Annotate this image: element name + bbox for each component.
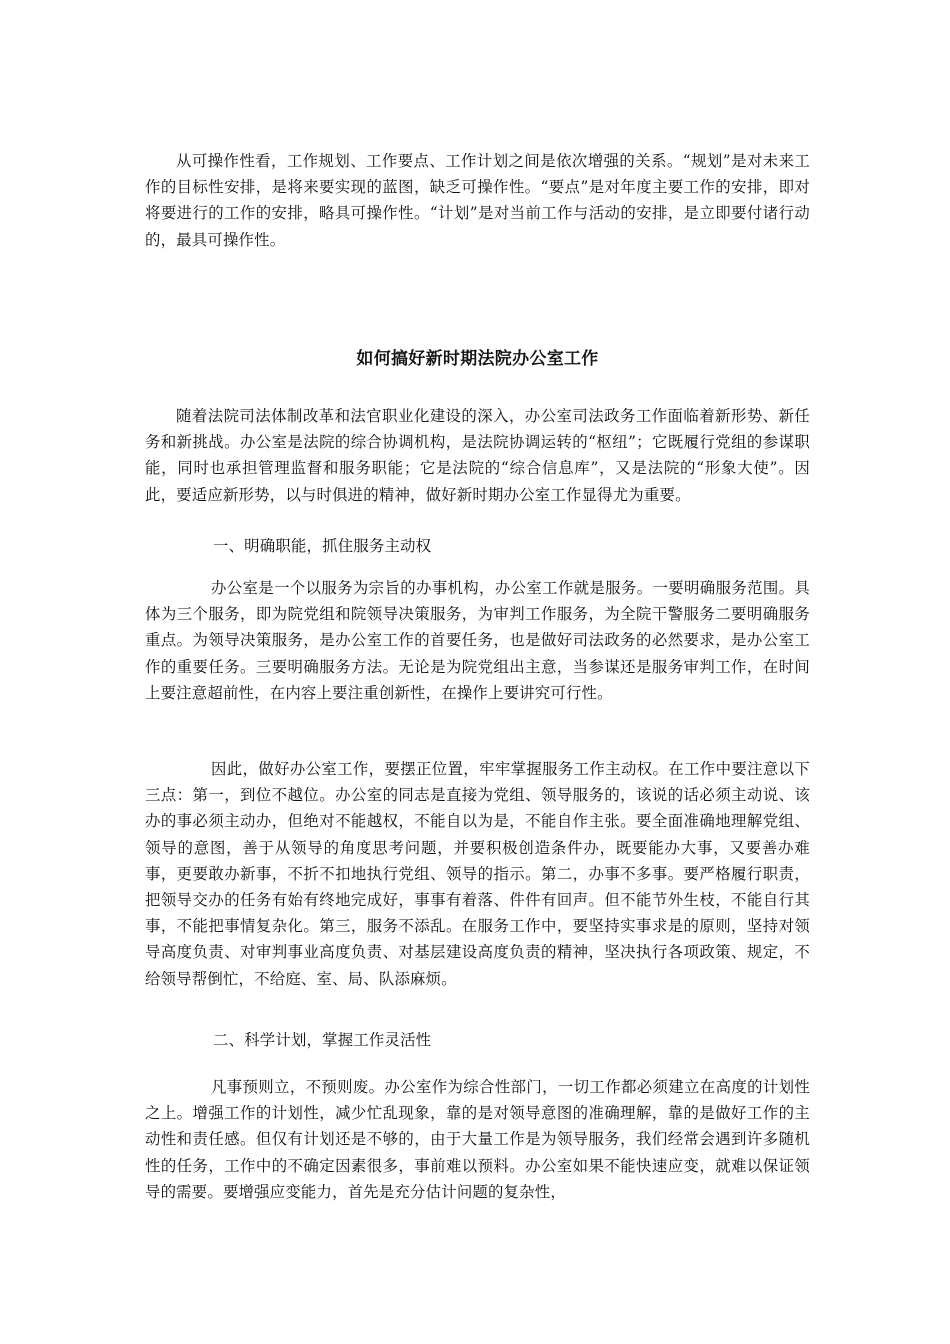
section1-paragraph-2: 因此，做好办公室工作，要摆正位置，牢牢掌握服务工作主动权。在工作中要注意以下三点：第一，到位不越位。办公室的同志是直接为党组、领导服务的，该说的话必须主动说、该办的事必须主动办，但绝对不能越权，不能自以为是，不能自作主张。要全面准确地理解党组、领导的意图，善于从领导的角度思考问题，并要积极创造条件办，既要能办大事，又要善办难事，更要敢办新事，不折不扣地执行党组、领导的指示。第二，办事不多事。要严格履行职责，把领导交办的任务有始有终地完成好，事事有着落、件件有回声。但不能节外生枝，不能自行其事，不能把事情复杂化。第三，服务不添乱。在服务工作中，要坚持实事求是的原则，坚持对领导高度负责、对审判事业高度负责、对基层建设高度负责的精神，坚决执行各项政策、规定，不给领导帮倒忙，不给庭、室、局、队添麻烦。 — [145, 760, 810, 988]
section1-paragraph-1: 办公室是一个以服务为宗旨的办事机构，办公室工作就是服务。一要明确服务范围。具体为三个服务，即为院党组和院领导决策服务，为审判工作服务，为全院干警服务二要明确服务重点。为领导决策服务，是办公室工作的首要任务，也是做好司法政务的必然要求，是办公室工作的重要任务。三要明确服务方法。无论是为院党组出主意，当参谋还是服务审判工作，在时间上要注意超前性，在内容上要注重创新性，在操作上要讲究可行性。 — [145, 579, 810, 702]
opening-paragraph: 随着法院司法体制改革和法官职业化建设的深入，办公室司法政务工作面临着新形势、新任务和新挑战。办公室是法院的综合协调机构，是法院协调运转的“枢纽”；它既履行党组的参谋职能，同时也承担管理监督和服务职能；它是法院的“综合信息库”，又是法院的“形象大使”。因此，要适应新形势，以与时俱进的精神，做好新时期办公室工作显得尤为重要。 — [145, 407, 810, 504]
document-title: 如何搞好新时期法院办公室工作 — [356, 349, 599, 369]
section-heading-2: 二、科学计划，掌握工作灵活性 — [213, 1031, 432, 1049]
section-heading-1: 一、明确职能，抓住服务主动权 — [213, 537, 432, 555]
section2-paragraph-1: 凡事预则立，不预则废。办公室作为综合性部门，一切工作都必须建立在高度的计划性之上。增强工作的计划性，减少忙乱现象，靠的是对领导意图的准确理解，靠的是做好工作的主动性和责任感。但仅有计划还是不够的，由于大量工作是为领导服务，我们经常会遇到许多随机性的任务，工作中的不确定因素很多，事前难以预料。办公室如果不能快速应变，就难以保证领导的需要。要增强应变能力，首先是充分估计问题的复杂性， — [145, 1078, 810, 1201]
intro-paragraph: 从可操作性看，工作规划、工作要点、工作计划之间是依次增强的关系。“规划”是对未来工作的目标性安排，是将来要实现的蓝图，缺乏可操作性。“要点”是对年度主要工作的安排，即对将要进行的工作的安排，略具可操作性。“计划”是对当前工作与活动的安排，是立即要付诸行动的，最具可操作性。 — [145, 152, 810, 249]
